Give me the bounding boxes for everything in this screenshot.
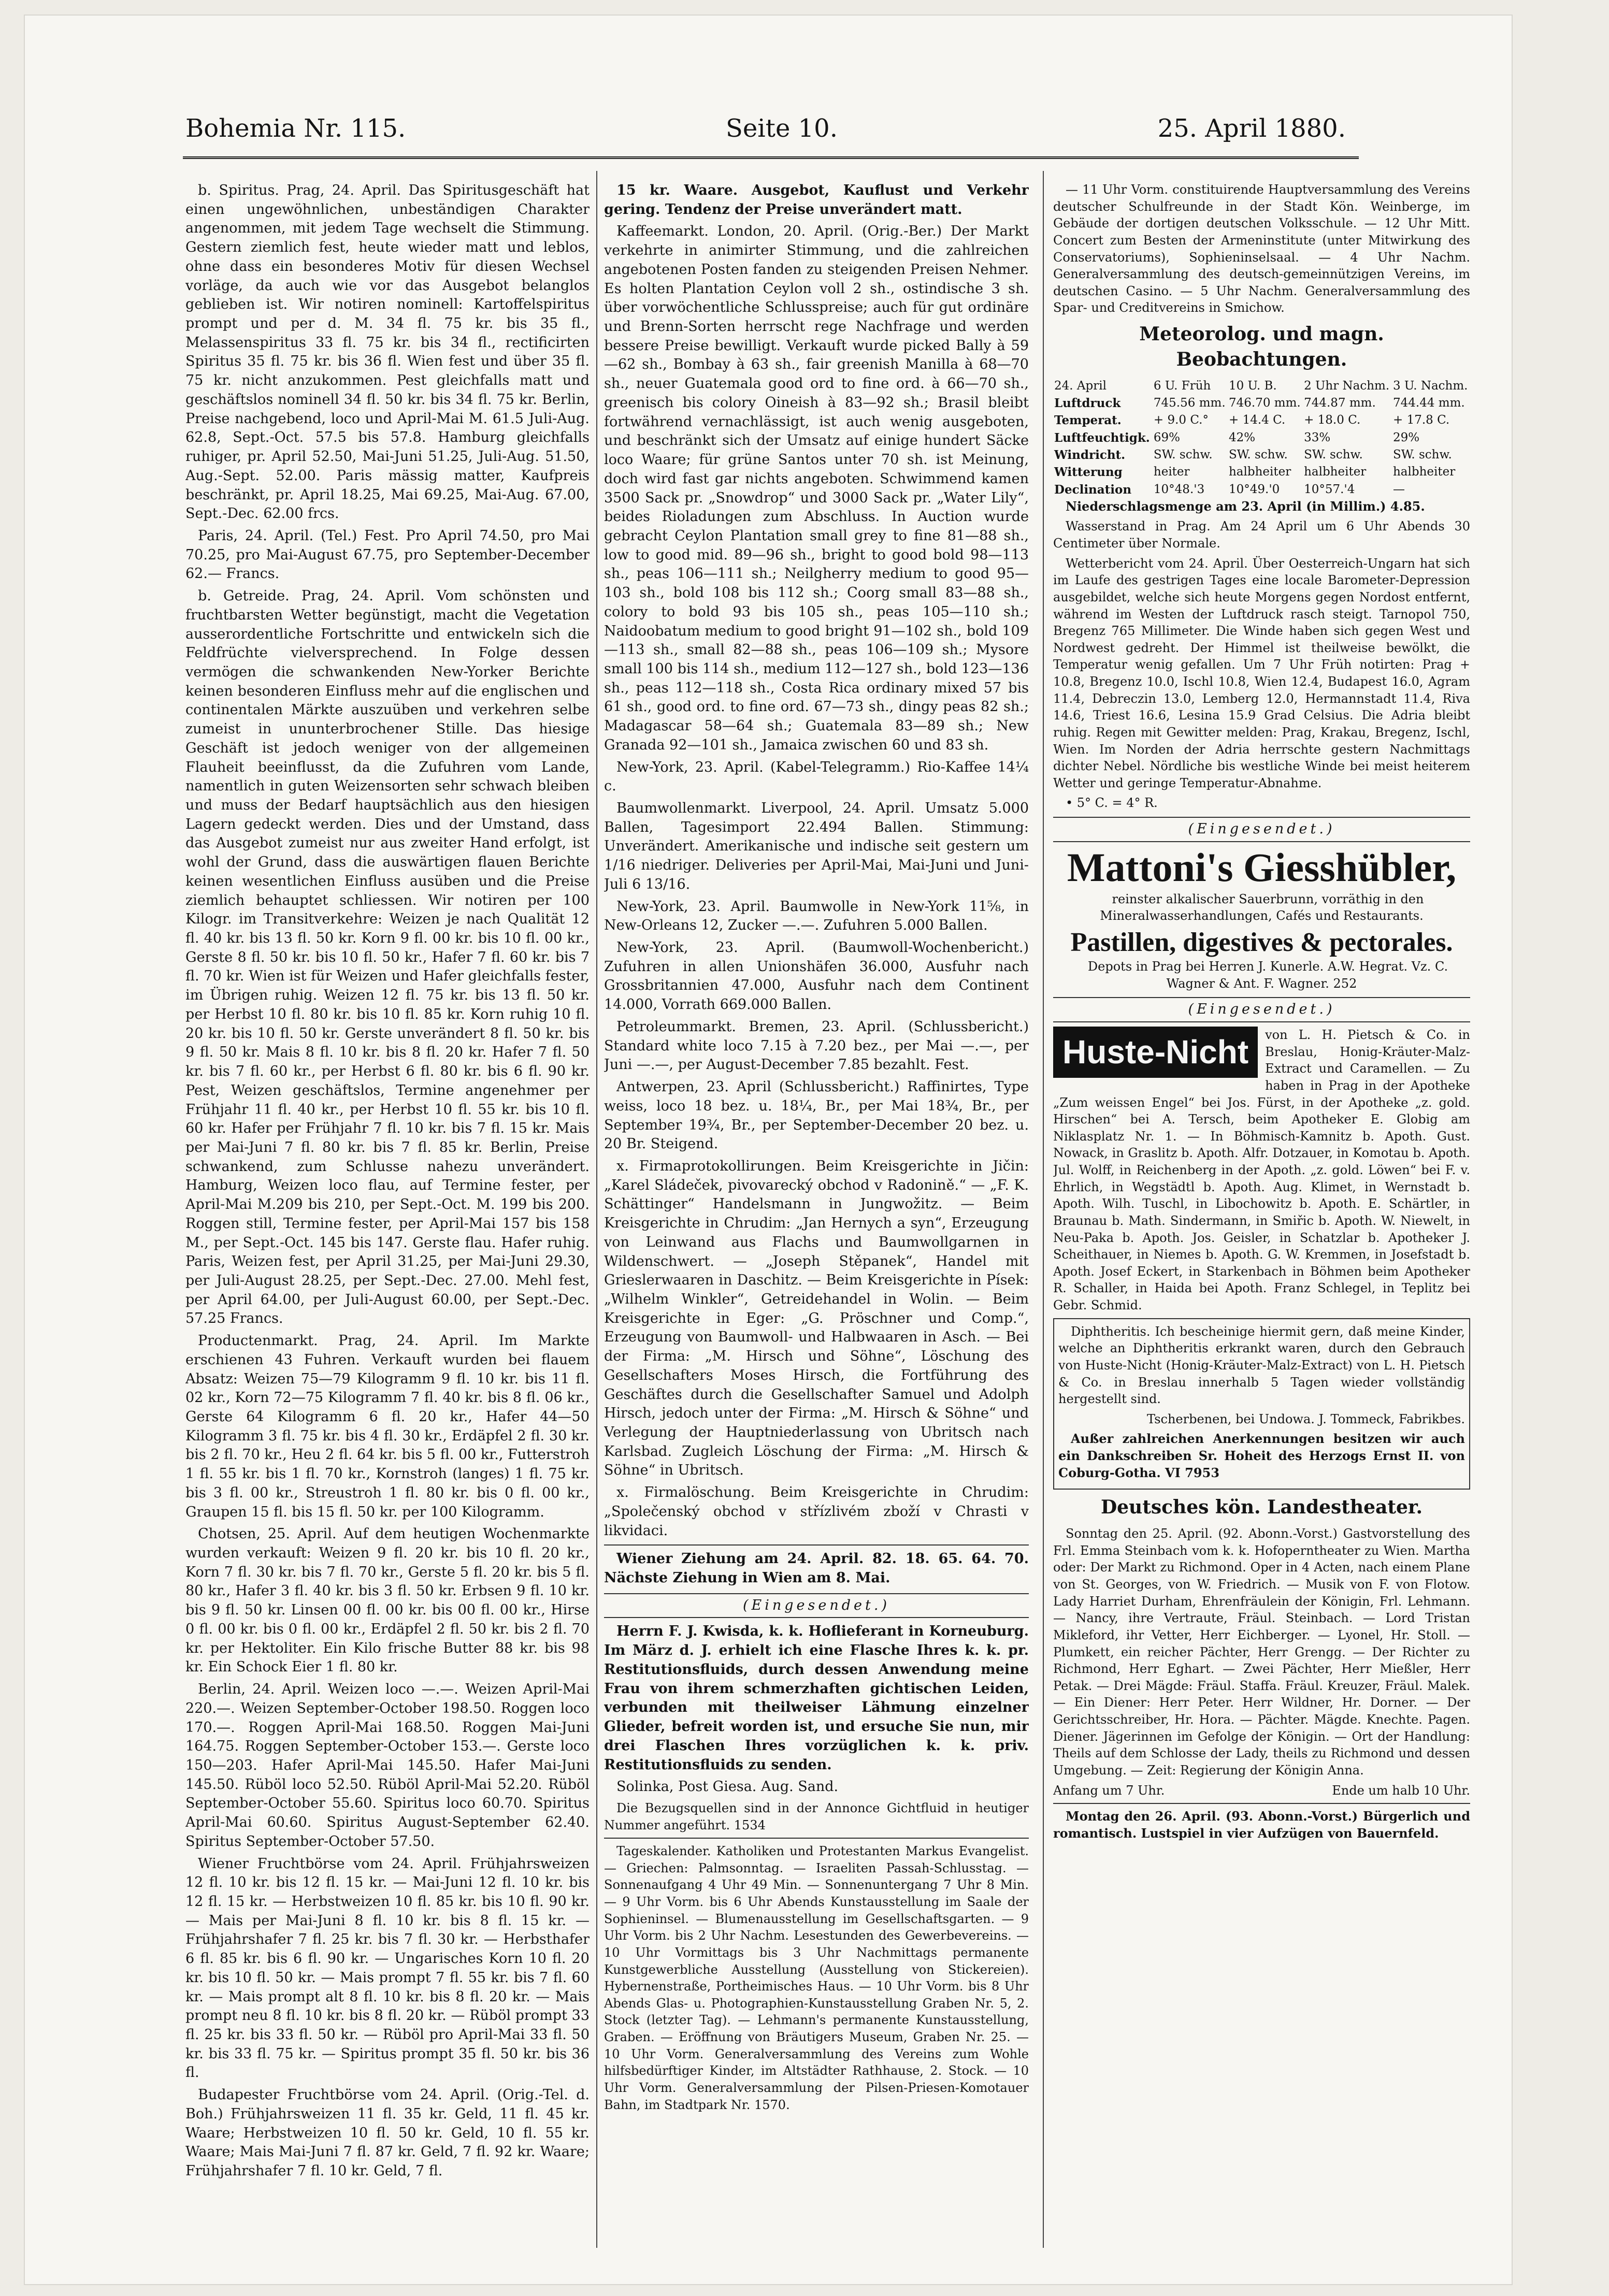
meteo-row: [1053, 481, 1470, 498]
divider: [604, 1838, 1029, 1839]
meteo-row-label: Witterung: [1054, 465, 1123, 480]
article-paris: Paris, 24. April. (Tel.) Fest. Pro April 74.50, pro Mai 70.25, pro Mai-August 67.75, pro September-December 62.— Francs.: [185, 527, 590, 582]
article-firmaprotokollirungen: x. Firmaprotokollirungen. Beim Kreisgerichte in Jičin: „Karel Sládeček, pivovarecký obchod v Radonině.“ — „F. K. Schättinger“ Handelsmann in Jungwožitz. — Beim Kreisgerichte in Chrudim: „Jan Hernych a syn“, Erzeugung von Leinwand aus Flachs und Baumwollgarnen in Wildenschwert. — „Joseph Stěpanek“, Handel mit Grieslerwaaren in Daschitz. — Beim Kreisgerichte in Písek: „Wilhelm Winkler“, Getreidehandel in Wolin. — Beim Kreisgerichte in Eger: „G. Pröschner und Comp.“, Erzeugung von Baumwoll- und Halbwaaren in Asch. — Bei der Firma: „M. Hirsch und Söhne“, Löschung des Gesellschafters Moses Hirsch, die Fortführung des Geschäftes durch die Gesellschafter Samuel und Adolph Hirsch, jedoch unter der Firma: „M. Hirsch & Söhne“ und Verlegung der Hauptniederlassung von Ubritsch nach Karlsbad. Zugleich Löschung der Firma: „M. Hirsch & Söhne“ in Ubritsch.: [604, 1158, 1029, 1479]
ad-pastillen: Pastillen, digestives & pectorales.: [1070, 927, 1453, 957]
column-3: [1053, 181, 1470, 2243]
header-date: 25. April 1880.: [1157, 114, 1346, 143]
meteo-cell: 33%: [1304, 430, 1331, 444]
meteo-heading: Meteorolog. und magn. Beobachtungen.: [1139, 323, 1384, 370]
meteo-row: [1053, 429, 1470, 446]
meteo-row-label: Luftdruck: [1054, 396, 1121, 411]
article-tageskalender-continued: — 11 Uhr Vorm. constituirende Hauptversammlung des Vereins deutscher Schulfreunde in der Stadt Kön. Weinberge, im Gebäude der dortigen deutschen Volksschule. — 12 Uhr Mitt. Concert zum Besten der Armeninstitute (unter Mitwirkung des Conservatoriums), Sophieninselsaal. — 4 Uhr Nachm. Generalversammlung des deutsch-gemeinnützigen Vereins, im deutschen Casino. — 5 Uhr Nachm. Generalversammlung des Spar- und Creditvereins in Smichow.: [1053, 182, 1470, 315]
meteo-row-label: Temperat.: [1054, 413, 1122, 428]
meteo-cell: 744.87 mm.: [1304, 396, 1376, 410]
theater-start: Anfang um 7 Uhr.: [1053, 1783, 1165, 1798]
meteo-row-label: Windricht.: [1054, 447, 1126, 462]
meteo-cell: SW. schw.: [1392, 447, 1452, 461]
article-spiritus: b. Spiritus. Prag, 24. April. Das Spiritusgeschäft hat einen ungewöhnlichen, unbeständigen Charakter angenommen, mit jedem Tage wechselt die Stimmung. Gestern ziemlich fest, heute wieder matt und leblos, ohne dass ein besonderes Motiv für diesen Wechsel vorläge, da auch wie vor das Ausgebot belanglos geblieben ist. Wir notiren nominell: Kartoffelspiritus prompt und per d. M. 34 fl. 75 kr. bis 35 fl., Melassenspiritus 33 fl. 75 kr. bis 34 fl., rectificirten Spiritus 35 fl. 75 kr. bis 36 fl. Wien fest und über 35 fl. 75 kr. nicht anzukommen. Pest gleichfalls matt und geschäftslos nominell 34 fl. 50 kr. bis 34 fl. 75 kr. Berlin, Preise nachgebend, loco und April-Mai M. 61.5 Juli-Aug. 62.8, Sept.-Oct. 57.5 bis 57.8. Hamburg gleichfalls ruhiger, pr. April 52.50, Mai-Juni 51.25, Juli-Aug. 51.50, Aug.-Sept. 52.00. Paris mässig matter, Kaufpreis beschränkt, pr. April 18.25, Mai 69.25, Mai-Aug. 67.00, Sept.-Dec. 62.00 frcs.: [185, 182, 590, 522]
meteo-cell: 745.56 mm.: [1153, 396, 1226, 410]
meteo-cell: heiter: [1153, 465, 1190, 479]
eingesendet-label: (Eingesendet.): [1053, 817, 1470, 842]
meteo-row-label: Luftfeuchtigk.: [1054, 430, 1150, 445]
ad-kwisda-signature: Solinka, Post Giesa. Aug. Sand.: [616, 1779, 839, 1795]
article-continuation: 15 kr. Waare. Ausgebot, Kauflust und Verkehr gering. Tendenz der Preise unverändert matt.: [604, 182, 1029, 218]
article-kaffee-newyork: New-York, 23. April. (Kabel-Telegramm.) Rio-Kaffee 14¼ c.: [604, 759, 1029, 795]
article-kaffeemarkt: Kaffeemarkt. London, 20. April. (Orig.-Ber.) Der Markt verkehrte in animirter Stimmung, und die zahlreichen angebotenen Posten fanden zu steigenden Preisen Nehmer. Es holten Plantation Ceylon voll 2 sh., ostindische 3 sh. über vorwöchentliche Schlusspreise; auch für gut ordinäre und Brenn-Sorten herrscht rege Nachfrage und werden bessere Preise bewilligt. Verkauft wurde picked Bally à 59—62 sh., Bombay à 63 sh., fair greenish Manilla à 68—70 sh., neuer Guatemala good ord to fine ord. à 66—70 sh., greenisch bis colory Oineish à 83—92 sh.; Brasil bleibt fortwährend vernachlässigt, ist auch wenig ausgeboten, und beschränkt sich der Umsatz auf einige hundert Säcke loco Waare; für grüne Santos unter 70 sh. ist Meinung, doch wird fast gar nichts angeboten. Schwimmend kamen 3500 Sack pr. „Snowdrop“ und 3000 Sack pr. „Water Lily“, beides Rioladungen zum Abschluss. In Auction wurde gebracht Ceylon Plantation small grey to fine 81—88 sh., low to good mid. 89—96 sh., bright to good bold 98—113 sh., peas 106—111 sh.; Neilgherry medium to good 95—103 sh., bold 108 bis 112 sh.; Coorg small 83—88 sh., colory to bold 93 bis 105 sh., peas 105—110 sh.; Naidoobatum medium to good bright 91—102 sh., bold 109—113 sh., small 82—88 sh., peas 106—109 sh.; Mysore small 100 bis 114 sh., medium 112—127 sh., bold 123—136 sh., peas 112—118 sh., Costa Rica ordinary mixed 57 bis 61 sh., good ord. to fine ord. 67—73 sh., dingy peas 82 sh.; Madagascar 58—64 sh.; Guatemala 83—89 sh.; New Granada 92—101 sh., Jamaica zwischen 60 und 83 sh.: [604, 223, 1029, 753]
ad-diphtheritis: [1053, 1318, 1470, 1490]
theater-times: [1053, 1782, 1470, 1799]
meteo-row: [1053, 412, 1470, 429]
theater-programme: Sonntag den 25. April. (92. Abonn.-Vorst.) Gastvorstellung des Frl. Emma Steinbach vom k. k. Hofoperntheater zu Wien. Martha oder: Der Markt zu Richmond. Oper in 4 Acten, nach einem Plane von St. Georges, von W. Friedrich. — Musik von F. von Flotow. Lady Harriet Durham, Ehrenfräulein der Königin, Frl. Lehmann. — Nancy, ihre Vertraute, Fräul. Steinbach. — Lord Tristan Mikleford, ihr Vetter, Herr Eichberger. — Lyonel, Hr. Stoll. — Plumkett, ein reicher Pächter, Herr Grengg. — Der Richter zu Richmond, Herr Eghart. — Zwei Pächter, Herr Mießler, Herr Petak. — Drei Mägde: Fräul. Staffa. Fräul. Kreuzer, Fräul. Malek. — Ein Diener: Herr Peter. Herr Wildner, Hr. Dorner. — Der Gerichtsschreiber, Hr. Hora. — Pächter. Mägde. Knechte. Pagen. Diener. Jägerinnen im Gefolge der Königin. — Ort der Handlung: Theils auf dem Schlosse der Lady, theils zu Richmond und dessen Umgebung. — Zeit: Regierung der Königin Anna.: [1053, 1526, 1470, 1778]
divider: [1053, 1803, 1470, 1804]
ad-huste-nicht-logo: Huste-Nicht: [1053, 1027, 1258, 1078]
meteo-cell: 746.70 mm.: [1228, 396, 1301, 410]
meteo-row: [1053, 395, 1470, 412]
meteo-cell: + 18.0 C.: [1304, 413, 1361, 427]
meteo-cell: SW. schw.: [1304, 447, 1363, 461]
eingesendet-label: (Eingesendet.): [1053, 997, 1470, 1022]
niederschlag: Niederschlagsmenge am 23. April (in Millim.) 4.85.: [1066, 498, 1425, 514]
ad-huste-nicht: [1053, 1027, 1470, 1314]
meteo-header-cell: 3 U. Nachm.: [1392, 379, 1468, 393]
article-budapester-fruchtboerse: Budapester Fruchtbörse vom 24. April. (Orig.-Tel. d. Boh.) Frühjahrsweizen 11 fl. 35 kr. Geld, 11 fl. 45 kr. Waare; Herbstweizen 10 fl. 50 kr. Geld, 10 fl. 55 kr. Waare; Mais Mai-Juni 7 fl. 87 kr. Geld, 7 fl. 92 kr. Waare; Frühjahrshafer 7 fl. 10 kr. Geld, 7 fl.: [185, 2087, 590, 2179]
meteo-row-label: Declination: [1054, 482, 1132, 497]
column-2: [604, 181, 1029, 2243]
meteo-cell: halbheiter: [1392, 465, 1456, 479]
meteo-cell: 69%: [1153, 430, 1181, 444]
meteo-header-cell: 6 U. Früh: [1153, 379, 1211, 393]
meteo-header-cell: 24. April: [1054, 379, 1107, 393]
article-antwerpen: Antwerpen, 23. April (Schlussbericht.) Raffinirtes, Type weiss, loco 18 bez. u. 18¼, Br., per Mai 18¾, Br., per September 19¾, Br., per September-December 20 bez. u. 20 Br. Steigend.: [604, 1079, 1029, 1152]
theater-end: Ende um halb 10 Uhr.: [1332, 1783, 1470, 1798]
page-header: [185, 114, 1346, 143]
ad-mattoni-title: Mattoni's Giesshübler,: [1067, 844, 1457, 890]
meteo-header-row: [1053, 378, 1470, 395]
ad-diphtheritis-footer: Außer zahlreichen Anerkennungen besitzen wir auch ein Dankschreiben Sr. Hoheit des Herzogs Ernst II. von Coburg-Gotha. VI 7953: [1058, 1431, 1465, 1480]
article-baumwolle-wochenbericht: New-York, 23. April. (Baumwoll-Wochenbericht.) Zufuhren in allen Unionshäfen 36.000, Ausfuhr nach Grossbritannien 47.000, Ausfuhr nach dem Continent 14.000, Vorrath 669.000 Ballen.: [604, 940, 1029, 1013]
meteo-cell: 744.44 mm.: [1392, 396, 1465, 410]
header-title: Bohemia Nr. 115.: [185, 114, 406, 143]
column-divider: [596, 171, 597, 2248]
ad-depots: Depots in Prag bei Herren J. Kunerle. A.W. Hegrat. Vz. C. Wagner & Ant. F. Wagner. 252: [1087, 959, 1448, 991]
theater-heading: Deutsches kön. Landestheater.: [1100, 1496, 1423, 1519]
article-productenmarkt: Productenmarkt. Prag, 24. April. Im Markte erschienen 43 Fuhren. Verkauft wurden bei flauem Absatz: Weizen 75—79 Kilogramm 9 fl. 10 kr. bis 11 fl. 02 kr., Korn 72—75 Kilogramm 7 fl. 40 kr. bis 8 fl. 06 kr., Gerste 64 Kilogramm 6 fl. 20 kr., Hafer 44—50 Kilogramm 3 fl. 75 kr. bis 4 fl. 30 kr., Erdäpfel 2 fl. 30 kr. bis 2 fl. 70 kr., Heu 2 fl. 64 kr. bis 5 fl. 00 kr., Futterstroh 1 fl. 55 kr. bis 1 fl. 70 kr., Kornstroh (langes) 1 fl. 75 kr. bis 3 fl. 00 kr., Streustroh 1 fl. 80 kr. bis 0 fl. 00 kr., Graupen 15 fl. bis 15 fl. 50 kr. per 100 Kilogramm.: [185, 1333, 590, 1520]
header-rule: [183, 156, 1359, 159]
article-berlin: Berlin, 24. April. Weizen loco —.—. Weizen April-Mai 220.—. Weizen September-October 198.50. Roggen loco 170.—. Roggen April-Mai 168.50. Roggen Mai-Juni 164.75. Roggen September-October 153.—. Gerste loco 150—203. Hafer April-Mai 145.50. Hafer Mai-Juni 145.50. Rüböl loco 52.50. Rüböl April-Mai 52.20. Rüböl September-October 55.60. Spiritus loco 60.70. Spiritus April-Mai 60.60. Spiritus August-September 62.40. Spiritus September-October 57.50.: [185, 1681, 590, 1850]
article-firmaloeschung: x. Firmalöschung. Beim Kreisgerichte in Chrudim: „Společenský obchod v střízlivém zboží v Chrasti v likvidaci.: [604, 1484, 1029, 1539]
meteo-table: [1053, 378, 1470, 498]
meteo-cell: halbheiter: [1228, 465, 1291, 479]
ad-kwisda-footer: Die Bezugsquellen sind in der Annonce Gichtfluid in heutiger Nummer angeführt. 1534: [604, 1800, 1029, 1832]
newspaper-page: [25, 16, 1512, 2284]
wasserstand: Wasserstand in Prag. Am 24 April um 6 Uhr Abends 30 Centimeter über Normale.: [1053, 519, 1470, 551]
article-wiener-ziehung: Wiener Ziehung am 24. April. 82. 18. 65. 64. 70. Nächste Ziehung in Wien am 8. Mai.: [604, 1551, 1029, 1586]
meteo-cell: + 17.8 C.: [1392, 413, 1450, 427]
meteo-cell: 29%: [1392, 430, 1420, 444]
meteo-header-cell: 2 Uhr Nachm.: [1304, 379, 1390, 393]
meteo-cell: SW. schw.: [1228, 447, 1288, 461]
ad-diphtheritis-text: Diphtheritis. Ich bescheinige hiermit gern, daß meine Kinder, welche an Diphtheritis erkrankt waren, durch den Gebrauch von Huste-Nicht (Honig-Kräuter-Malz-Extract) von L. H. Pietsch & Co. in Breslau innerhalb 5 Tagen wieder vollständig hergestellt sind.: [1058, 1324, 1465, 1407]
divider: [604, 1544, 1029, 1546]
ad-mattoni-subtitle: reinster alkalischer Sauerbrunn, vorräthig in den Mineralwasserhandlungen, Cafés und Restaurants.: [1100, 891, 1424, 923]
article-petroleummarkt: Petroleummarkt. Bremen, 23. April. (Schlussbericht.) Standard white loco 7.15 à 7.20 bez., per Mai —.—, per Juni —.—, per August-December 7.85 bezahlt. Fest.: [604, 1018, 1029, 1073]
meteo-cell: + 14.4 C.: [1228, 413, 1286, 427]
theater-montag: Montag den 26. April. (93. Abonn.-Vorst.) Bürgerlich und romantisch. Lustspiel in vier Aufzügen von Bauernfeld.: [1053, 1809, 1470, 1841]
meteo-row: [1053, 464, 1470, 481]
article-baumwolle-newyork: New-York, 23. April. Baumwolle in New-York 11⅝, in New-Orleans 12, Zucker —.—. Zufuhren 5.000 Ballen.: [604, 898, 1029, 934]
meteo-cell: 10°49.'0: [1228, 482, 1280, 496]
article-tageskalender: Tageskalender. Katholiken und Protestanten Markus Evangelist. — Griechen: Palmsonntag. — Israeliten Passah-Schlusstag. — Sonnenaufgang 4 Uhr 49 Min. — Sonnenuntergang 7 Uhr 8 Min. — 9 Uhr Vorm. bis 6 Uhr Abends Kunstausstellung im Saale der Sophieninsel. — Blumenausstellung im Gesellschaftsgarten. — 9 Uhr Vorm. bis 2 Uhr Nachm. Lesestunden des Gewerbevereins. — 10 Uhr Vormittags bis 3 Uhr Nachmittags permanente Kunstgewerbliche Ausstellung (Ausstellung von Stickereien). Hybernenstraße, Portheimisches Haus. — 10 Uhr Vorm. bis 8 Uhr Abends Glas- u. Photographien-Kunstausstellung Graben Nr. 5, 2. Stock (letzter Tag). — Lehmann's permanente Kunstausstellung, Graben. — Eröffnung von Bräutigers Museum, Graben Nr. 25. — 10 Uhr Vorm. Generalversammlung des Vereins zum Wohle hilfsbedürftiger Kinder, im Altstädter Rathhause, 2. Stock. — 10 Uhr Vorm. Generalversammlung der Pilsen-Priesen-Komotauer Bahn, im Stadtpark Nr. 1570.: [604, 1844, 1029, 2112]
article-wiener-fruchtboerse: Wiener Fruchtbörse vom 24. April. Frühjahrsweizen 12 fl. 10 kr. bis 12 fl. 15 kr. — Mai-Juni 12 fl. 10 kr. bis 12 fl. 15 kr. — Herbstweizen 10 fl. 85 kr. bis 10 fl. 90 kr. — Mais per Mai-Juni 8 fl. 10 kr. bis 8 fl. 15 kr. — Frühjahrshafer 7 fl. 25 kr. bis 7 fl. 30 kr. — Herbsthafer 6 fl. 85 kr. bis 6 fl. 90 kr. — Ungarisches Korn 10 fl. 20 kr. bis 10 fl. 50 kr. — Mais prompt 7 fl. 55 kr. bis 7 fl. 60 kr. — Mais prompt alt 8 fl. 10 kr. bis 8 fl. 20 kr. — Mais prompt neu 8 fl. 10 kr. bis 8 fl. 20 kr. — Rüböl prompt 33 fl. 25 kr. bis 33 fl. 50 kr. — Rüböl pro April-Mai 33 fl. 50 kr. bis 33 fl. 75 kr. — Spiritus prompt 35 fl. 50 kr. bis 36 fl.: [185, 1855, 590, 2081]
meteo-cell: 10°48.'3: [1153, 482, 1205, 496]
meteo-row: [1053, 446, 1470, 464]
ad-kwisda: Herrn F. J. Kwisda, k. k. Hoflieferant in Korneuburg. Im März d. J. erhielt ich eine Flasche Ihres k. k. pr. Restitutionsfluids, durch dessen Anwendung meine Frau von ihrem schmerzhaften gichtischen Leiden, verbunden mit theilweiser Lähmung einzelner Glieder, befreit worden ist, und ersuche Sie nun, mir drei Flaschen Ihres vorzüglichen k. k. priv. Restitutionsfluids zu senden.: [604, 1623, 1029, 1773]
meteo-cell: halbheiter: [1304, 465, 1367, 479]
meteo-cell: —: [1392, 482, 1405, 496]
meteo-cell: SW. schw.: [1153, 447, 1213, 461]
eingesendet-label: (Eingesendet.): [604, 1593, 1029, 1619]
ad-diphtheritis-signature: Tscherbenen, bei Undowa. J. Tommeck, Fabrikbes.: [1146, 1411, 1465, 1426]
meteo-cell: + 9.0 C.°: [1153, 413, 1209, 427]
article-getreide: b. Getreide. Prag, 24. April. Vom schönsten und fruchtbarsten Wetter begünstigt, macht die Vegetation ausserordentliche Fortschritte und entwickeln sich die Feldfrüchte vielversprechend. In Folge dessen vermögen die schwankenden New-Yorker Berichte keinen besonderen Einfluss mehr auf die englischen und continentalen Märkte auszuüben und verkehren selbe zumeist in ununterbrochener Stille. Das hiesige Geschäft ist jedoch weniger von der allgemeinen Flauheit beeinflusst, da die Zufuhren vom Lande, namentlich in guten Weizensorten sehr schwach bleiben und muss der Bedarf hauptsächlich aus den hiesigen Lagern gedeckt werden. Dies und der Umstand, dass das Ausgebot zumeist nur aus zweiter Hand erfolgt, ist wohl der Grund, dass die auswärtigen flauen Berichte keinen wesentlichen Einfluss ausüben und die Preise ziemlich behauptet schliessen. Wir notiren per 100 Kilogr. im Transitverkehre: Weizen je nach Qualität 12 fl. 40 kr. bis 13 fl. 50 kr. Korn 9 fl. 00 kr. bis 10 fl. 00 kr., Gerste 8 fl. 50 kr. bis 10 fl. 50 kr., Hafer 7 fl. 60 kr. bis 7 fl. 70 kr. Wien ist für Weizen und Hafer gleichfalls fester, im Übrigen ruhig. Weizen 12 fl. 75 kr. bis 13 fl. 50 kr. per Herbst 10 fl. 80 kr. bis 10 fl. 85 kr. Korn ruhig 10 fl. 20 kr. bis 10 fl. 50 kr. Gerste unverändert 8 fl. 50 kr. bis 9 fl. 50 kr. Mais 8 fl. 10 kr. bis 8 fl. 20 kr. Hafer 7 fl. 50 kr. bis 7 fl. 60 kr., per Herbst 6 fl. 80 kr. bis 6 fl. 90 kr. Pest, Weizen geschäftslos, Termine angenehmer per Frühjahr 11 fl. 40 kr., per Herbst 10 fl. 55 kr. bis 10 fl. 60 kr. Hafer per Frühjahr 7 fl. 10 kr. bis 7 fl. 15 kr. Mais per Mai-Juni 7 fl. 80 kr. bis 7 fl. 85 kr. Berlin, Preise schwankend, zum Schlusse nahezu unverändert. Hamburg, Weizen loco flau, auf Termine fester, per April-Mai M.209 bis 210, per Sept.-Oct. M. 199 bis 200. Roggen still, Termine fester, per April-Mai 157 bis 158 M., per Sept.-Oct. 145 bis 147. Gerste flau. Hafer ruhig. Paris, Weizen fest, per April 31.25, per Mai-Juni 29.30, per Juli-August 28.25, per Sept.-Dec. 27.00. Mehl fest, per April 64.00, per Juli-August 60.00, per Sept.-Dec. 57.25 Francs.: [185, 588, 590, 1327]
meteo-cell: 10°57.'4: [1304, 482, 1355, 496]
meteo-cell: 42%: [1228, 430, 1256, 444]
wetter-note: • 5° C. = 4° R.: [1066, 796, 1158, 811]
column-1: [185, 181, 590, 2243]
header-page-number: Seite 10.: [726, 114, 838, 143]
meteo-header-cell: 10 U. B.: [1228, 379, 1277, 393]
column-divider: [1043, 171, 1044, 2248]
meteo-table-wrap: [1053, 378, 1470, 498]
article-chotsen: Chotsen, 25. April. Auf dem heutigen Wochenmarkte wurden verkauft: Weizen 9 fl. 20 kr. bis 10 fl. 20 kr., Korn 7 fl. 30 kr. bis 7 fl. 70 kr., Gerste 5 fl. 20 kr. bis 5 fl. 80 kr., Hafer 3 fl. 40 kr. bis 3 fl. 50 kr. Erbsen 9 fl. 10 kr. bis 9 fl. 50 kr. Linsen 00 fl. 00 kr. bis 00 fl. 00 kr., Hirse 0 fl. 00 kr. bis 0 fl. 00 kr., Erdäpfel 2 fl. 50 kr. bis 2 fl. 70 kr. per Hektoliter. Ein Kilo frische Butter 88 kr. bis 98 kr. Ein Schock Eier 1 fl. 80 kr.: [185, 1526, 590, 1676]
article-baumwollenmarkt: Baumwollenmarkt. Liverpool, 24. April. Umsatz 5.000 Ballen, Tagesimport 22.494 Ballen. Stimmung: Unverändert. Amerikanische und indische seit gestern um 1/16 niedriger. Deliveries per April-Mai, Mai-Juni und Juni-Juli 6 13/16.: [604, 800, 1029, 892]
ad-huste-nicht-text: von L. H. Pietsch & Co. in Breslau, Honig-Kräuter-Malz-Extract und Caramellen. — Zu haben in Prag in der Apotheke „Zum weissen Engel“ bei Jos. Fürst, in der Apotheke „z. gold. Hirschen“ bei A. Tersch, beim Apotheker E. Globig am Niklasplatz Nr. 1. — In Böhmisch-Kamnitz b. Apoth. Gust. Nowack, in Graslitz b. Apoth. Alfr. Dotzauer, in Komotau b. Apoth. Jul. Wolff, in Reichenberg in der Apoth. „z. gold. Löwen“ bei F. v. Ehrlich, in Wegstädtl b. Apoth. Aug. Klimet, in Wernstadt b. Apoth. Wilh. Tuschl, in Libochowitz b. Apoth. E. Schärtler, in Braunau b. Math. Sindermann, in Smiřic b. Apoth. W. Niewelt, in Neu-Paka b. Apoth. Jos. Geisler, in Schatzlar b. Apotheker J. Scheithauer, in Niemes b. Apoth. G. W. Kremmen, in Josefstadt b. Apoth. Josef Eckert, in Starkenbach in Böhmen beim Apotheker R. Schaller, in Haida bei Apoth. Franz Schlegel, in Teplitz bei Gebr. Schmid.: [1053, 1028, 1470, 1313]
wetterbericht: Wetterbericht vom 24. April. Über Oesterreich-Ungarn hat sich im Laufe des gestrigen Tages eine locale Barometer-Depression ausgebildet, welche sich heute Morgens gegen Nordost entfernt, während im Westen der Luftdruck rasch steigt. Tarnopol 750, Bregenz 765 Millimeter. Die Winde haben sich gegen West und Nordwest gedreht. Der Himmel ist theilweise bewölkt, die Temperatur wenig gefallen. Um 7 Uhr Früh notirten: Prag + 10.8, Bregenz 10.0, Ischl 10.8, Wien 12.4, Budapest 16.0, Agram 11.4, Debreczin 13.0, Lemberg 12.0, Hermannstadt 11.4, Riva 14.6, Triest 16.6, Lesina 15.9 Grad Celsius. Die Adria bleibt ruhig. Regen mit Gewitter melden: Prag, Krakau, Bregenz, Ischl, Wien. Im Norden der Adria herrschte gestern Nachmittags dichter Nebel. Nördliche bis westliche Winde bei meist heiterem Wetter und geringe Temperatur-Abnahme.: [1053, 556, 1470, 790]
